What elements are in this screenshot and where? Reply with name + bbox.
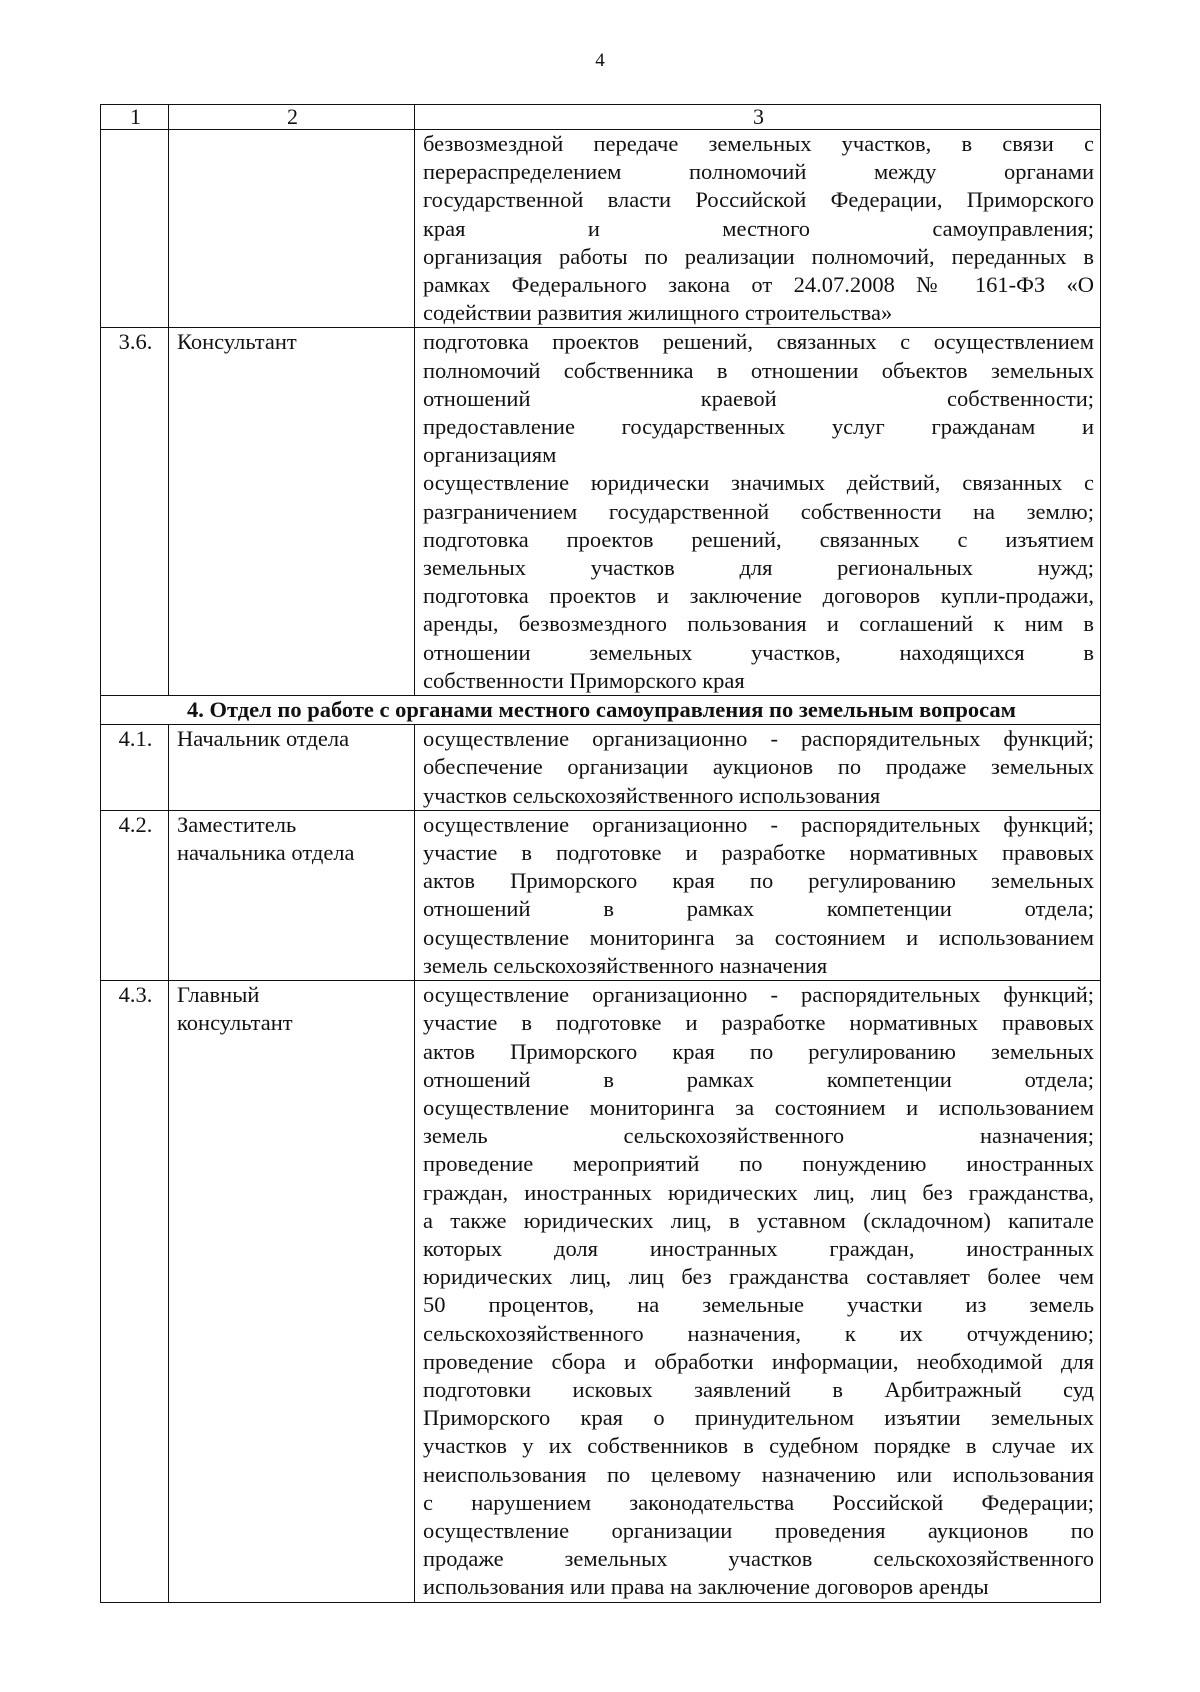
row-title: Консультант (169, 328, 415, 696)
description-line: сельскохозяйственного назначения, к их отчуждению; (423, 1320, 1094, 1346)
table-row-continuation (101, 130, 1101, 328)
description-line: осуществление мониторинга за состоянием и использованием (423, 924, 1094, 950)
description-line: отношений в рамках компетенции отдела; (423, 1066, 1094, 1092)
title-line: начальника отдела (177, 840, 355, 866)
row-title: Начальник отдела (169, 725, 415, 811)
description-line: содействии развития жилищного строительства» (423, 300, 893, 326)
row-description (415, 810, 1101, 980)
table-row-4-1 (101, 725, 1101, 811)
description-line: подготовка проектов решений, связанных с изъятием (423, 526, 1094, 552)
description-line: земель сельскохозяйственного назначения; (423, 1123, 1094, 1149)
section-heading-row (101, 696, 1101, 725)
header-col-1: 1 (101, 105, 169, 130)
description-line: подготовки исковых заявлений в Арбитражный суд (423, 1376, 1094, 1402)
row-number: 4.3. (101, 981, 169, 1602)
description-line: осуществление организационно - распорядительных функций; (423, 726, 1094, 752)
description-line: проведение мероприятий по понуждению иностранных (423, 1151, 1094, 1177)
description-line: продаже земельных участков сельскохозяйственного (423, 1546, 1094, 1572)
section-4-title: 4. Отдел по работе с органами местного самоуправления по земельным вопросам (101, 696, 1101, 725)
description-line: осуществление мониторинга за состоянием и использованием (423, 1094, 1094, 1120)
description-line: полномочий собственника в отношении объектов земельных (423, 357, 1094, 383)
description-line: осуществление организационно - распорядительных функций; (423, 811, 1094, 837)
description-line: разграничением государственной собственности на землю; (423, 498, 1094, 524)
row-number: 3.6. (101, 328, 169, 696)
row-title (169, 130, 415, 328)
description-line: неиспользования по целевому назначению или использования (423, 1461, 1094, 1487)
description-line: безвозмездной передаче земельных участков, в связи с (423, 131, 1094, 156)
description-line: 50 процентов, на земельные участки из земель (423, 1292, 1094, 1318)
description-line: перераспределением полномочий между органами (423, 159, 1094, 185)
description-line: отношении земельных участков, находящихся в (423, 639, 1094, 665)
description-line: подготовка проектов и заключение договоров купли-продажи, (423, 583, 1094, 609)
description-line: осуществление юридически значимых действий, связанных с (423, 470, 1094, 496)
header-col-3: 3 (415, 105, 1101, 130)
description-line: обеспечение организации аукционов по продаже земельных (423, 754, 1094, 780)
header-col-2: 2 (169, 105, 415, 130)
description-line: участие в подготовке и разработке нормативных правовых (423, 840, 1094, 866)
description-line: подготовка проектов решений, связанных с осуществлением (423, 329, 1094, 355)
description-line: отношений в рамках компетенции отдела; (423, 896, 1094, 922)
row-description (415, 725, 1101, 811)
description-line: организациям (423, 442, 557, 468)
title-line: Заместитель (177, 811, 297, 837)
description-line: использования или права на заключение договоров аренды (423, 1574, 989, 1600)
description-line: участие в подготовке и разработке нормативных правовых (423, 1010, 1094, 1036)
description-line: с нарушением законодательства Российской Федерации; (423, 1489, 1094, 1515)
row-title (169, 810, 415, 980)
description-line: предоставление государственных услуг гражданам и (423, 414, 1094, 440)
responsibilities-table (100, 104, 1101, 1603)
description-line: участков сельскохозяйственного использования (423, 782, 881, 808)
description-line: края и местного самоуправления; (423, 215, 1094, 241)
row-description (415, 328, 1101, 696)
description-line: организация работы по реализации полномочий, переданных в (423, 243, 1094, 269)
description-line: аренды, безвозмездного пользования и соглашений к ним в (423, 611, 1094, 637)
page-number: 4 (595, 50, 605, 71)
description-line: отношений краевой собственности; (423, 385, 1094, 411)
description-line: актов Приморского края по регулированию земельных (423, 1038, 1094, 1064)
row-title (169, 981, 415, 1602)
row-number: 4.2. (101, 810, 169, 980)
description-line: собственности Приморского края (423, 667, 745, 693)
table-row-3-6 (101, 328, 1101, 696)
row-description (415, 981, 1101, 1602)
description-line: а также юридических лиц, в уставном (складочном) капитале (423, 1207, 1094, 1233)
description-line: Приморского края о принудительном изъятии земельных (423, 1405, 1094, 1431)
description-line: участков у их собственников в судебном порядке в случае их (423, 1433, 1094, 1459)
title-line: Главный (177, 982, 260, 1008)
table-row-4-3 (101, 981, 1101, 1602)
description-line: граждан, иностранных юридических лиц, лиц без гражданства, (423, 1179, 1094, 1205)
row-number (101, 130, 169, 328)
description-line: государственной власти Российской Федерации, Приморского (423, 187, 1094, 213)
description-line: которых доля иностранных граждан, иностранных (423, 1235, 1094, 1261)
row-description (415, 130, 1101, 328)
description-line: юридических лиц, лиц без гражданства составляет более чем (423, 1264, 1094, 1290)
description-line: земельных участков для региональных нужд; (423, 555, 1094, 581)
table-header-row (101, 105, 1101, 130)
title-line: консультант (177, 1010, 293, 1036)
description-line: проведение сбора и обработки информации, необходимой для (423, 1348, 1094, 1374)
description-line: земель сельскохозяйственного назначения (423, 952, 828, 978)
description-line: актов Приморского края по регулированию земельных (423, 868, 1094, 894)
table-row-4-2 (101, 810, 1101, 980)
description-line: осуществление организации проведения аукционов по (423, 1517, 1094, 1543)
row-number: 4.1. (101, 725, 169, 811)
description-line: рамках Федерального закона от 24.07.2008 № 161-ФЗ «О (423, 272, 1094, 298)
description-line: осуществление организационно - распорядительных функций; (423, 982, 1094, 1008)
